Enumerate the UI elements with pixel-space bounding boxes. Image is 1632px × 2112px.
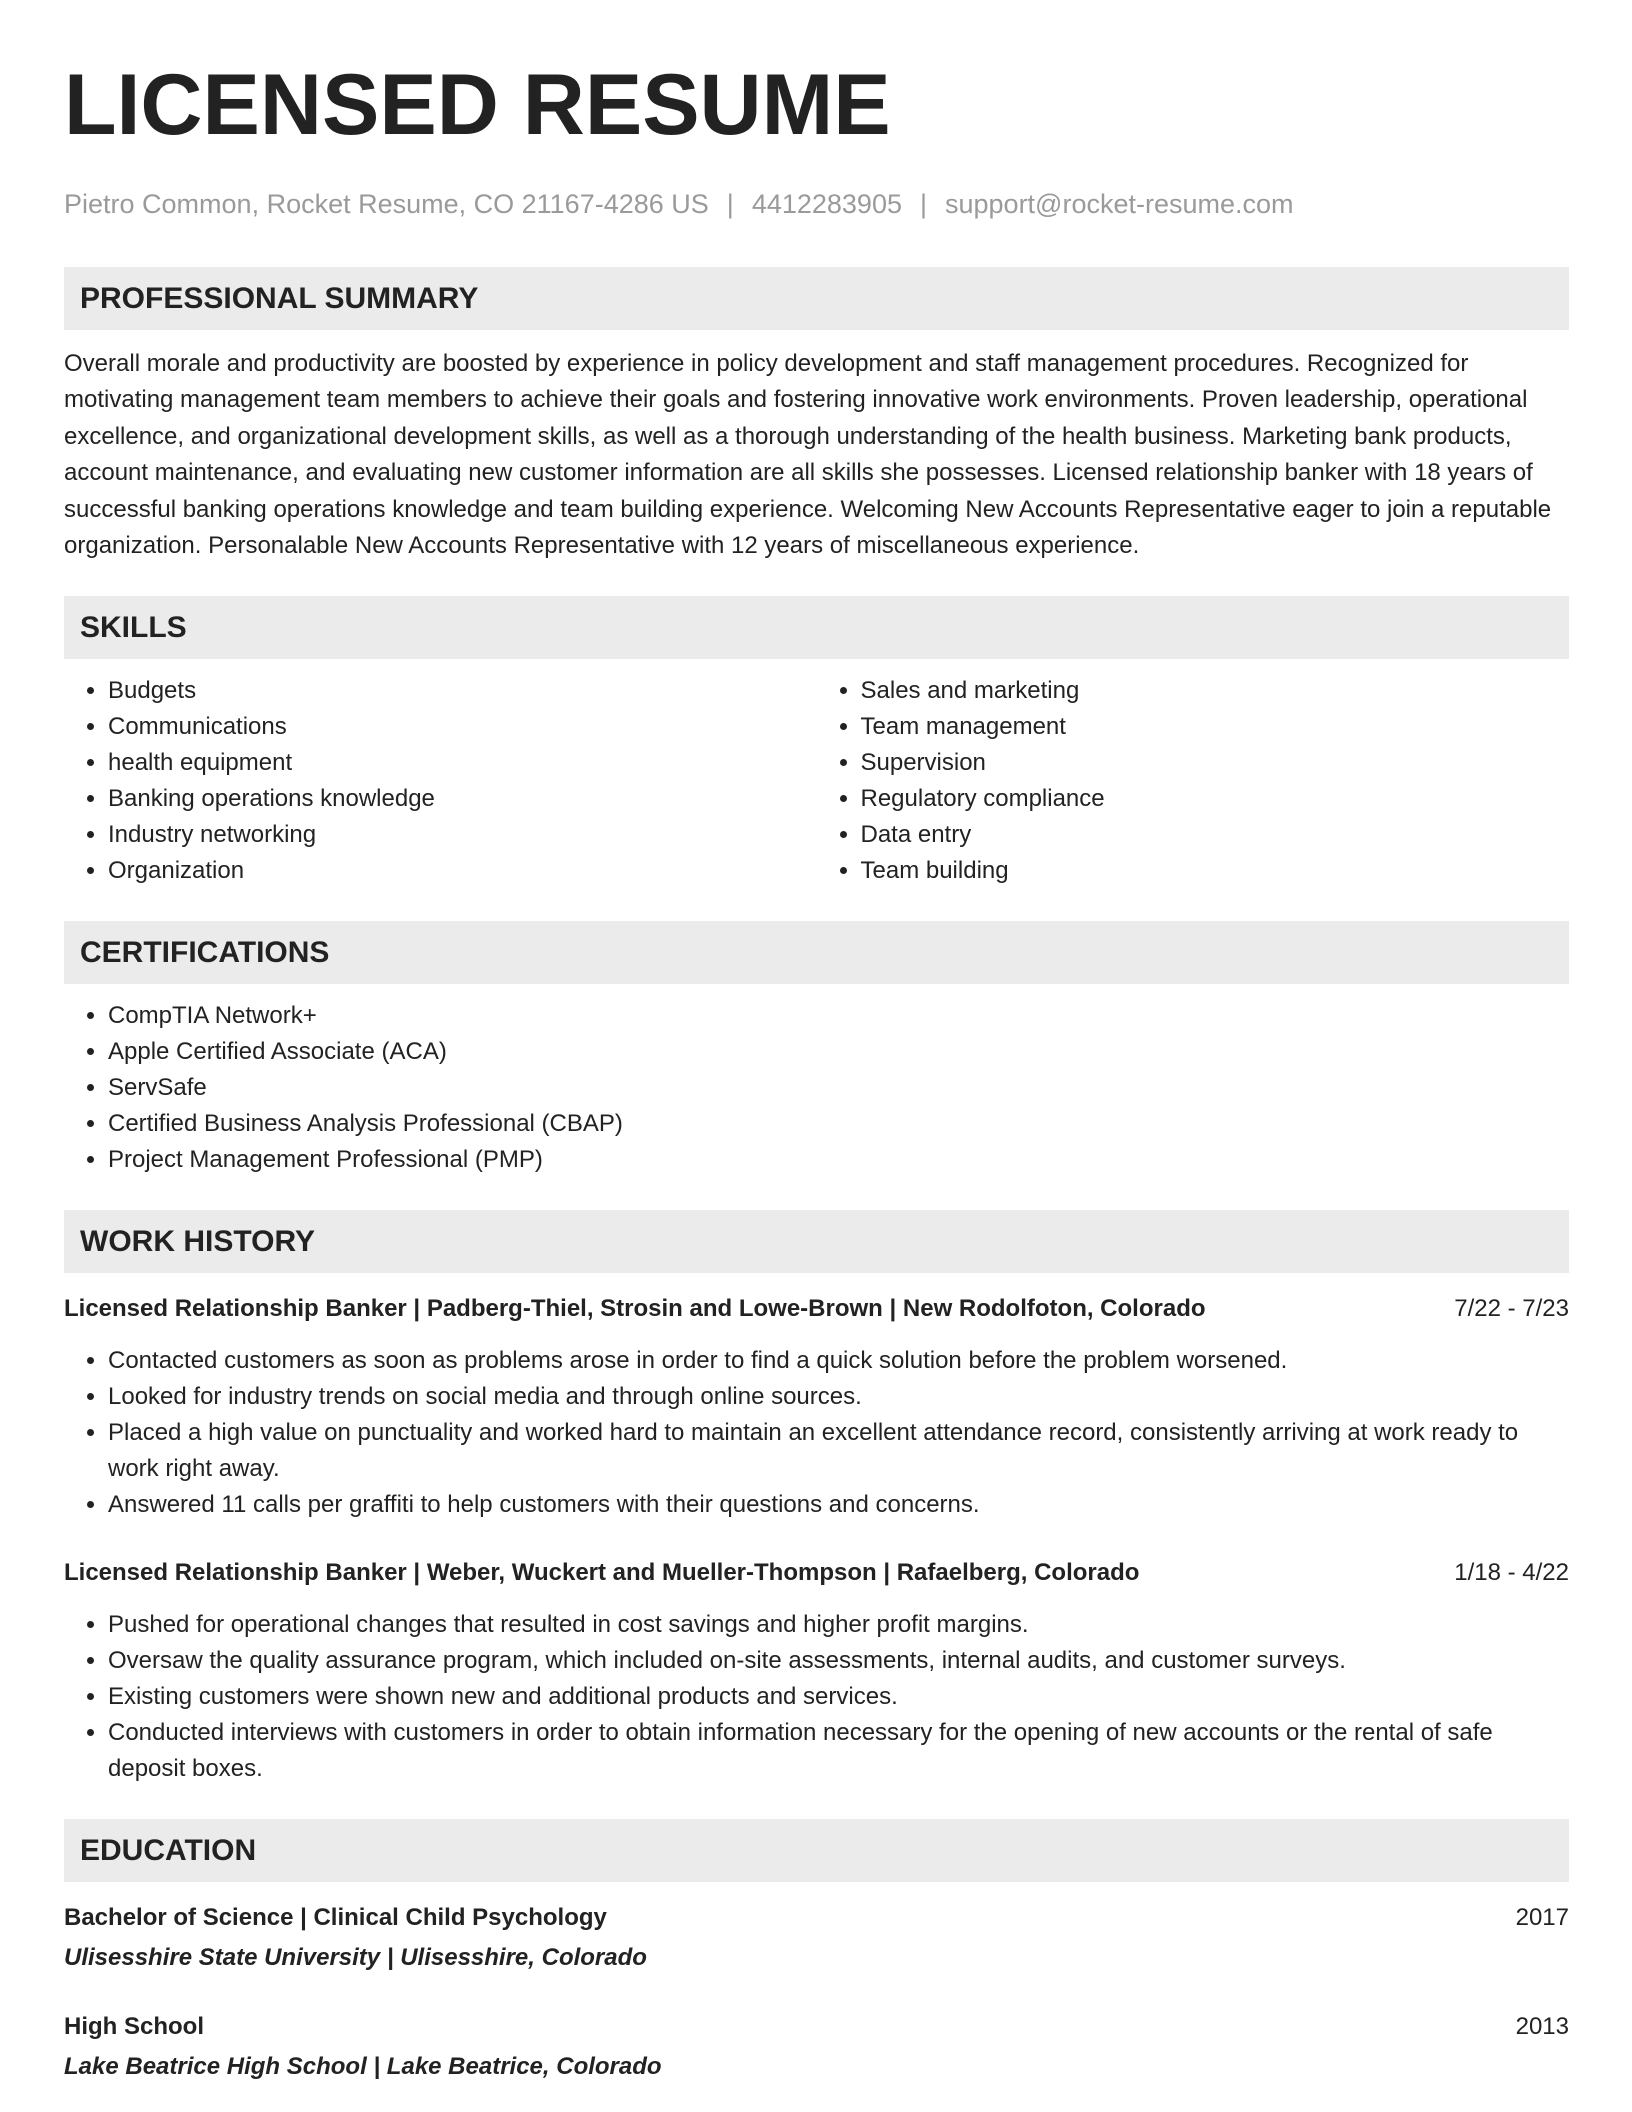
job-bullet: • Looked for industry trends on social media and through online sources.: [108, 1379, 1569, 1415]
education-entry: [64, 1900, 1569, 1977]
job-title: Licensed Relationship Banker | Weber, Wuckert and Mueller-Thompson | Rafaelberg, Colorado: [64, 1559, 1140, 1587]
education-header: [64, 1900, 1569, 1936]
contact-separator: |: [919, 189, 927, 219]
job-bullet: • Placed a high value on punctuality and worked hard to maintain an excellent attendance record, consistently arriving at work ready to work right away.: [108, 1415, 1569, 1487]
degree-title: Bachelor of Science | Clinical Child Psychology: [64, 1904, 607, 1932]
skill-item: • Industry networking: [108, 817, 817, 853]
certifications-list: [64, 998, 1569, 1178]
summary-text: Overall morale and productivity are boosted by experience in policy development and staff management procedures. Recognized for motivating management team members to achieve their goals and fostering innovative work environments. Proven leadership, operational excellence, and organizational development skills, as well as a thorough understanding of the health business. Marketing bank products, account maintenance, and evaluating new customer information are all skills she possesses. Licensed relationship banker with 18 years of successful banking operations knowledge and team building experience. Welcoming New Accounts Representative eager to join a reputable organization. Personalable New Accounts Representative with 12 years of miscellaneous experience.: [64, 350, 1552, 560]
job-bullets: [64, 1607, 1569, 1787]
job-bullet: • Answered 11 calls per graffiti to help customers with their questions and concerns.: [108, 1487, 1569, 1523]
section-heading-summary: PROFESSIONAL SUMMARY: [64, 267, 1569, 330]
job-entry: [64, 1555, 1569, 1787]
graduation-year: 2017: [1515, 1904, 1569, 1932]
certification-item: • ServSafe: [108, 1070, 1569, 1106]
job-entry: [64, 1291, 1569, 1523]
certification-item: • Project Management Professional (PMP): [108, 1142, 1569, 1178]
school-name: Ulisesshire State University | Ulisesshire, Colorado: [64, 1944, 647, 1972]
certification-item: • CompTIA Network+: [108, 998, 1569, 1034]
skill-item: • Budgets: [108, 673, 817, 709]
skills-list: [64, 673, 1569, 889]
certification-item: • Apple Certified Associate (ACA): [108, 1034, 1569, 1070]
job-bullet: • Pushed for operational changes that resulted in cost savings and higher profit margins.: [108, 1607, 1569, 1643]
skill-item: • Communications: [108, 709, 817, 745]
skills-column-left: [64, 673, 817, 889]
school-name: Lake Beatrice High School | Lake Beatrice, Colorado: [64, 2053, 662, 2081]
skill-item: • Banking operations knowledge: [108, 781, 817, 817]
contact-address: Pietro Common, Rocket Resume, CO 21167-4286 US: [64, 189, 709, 219]
job-dates: 7/22 - 7/23: [1454, 1295, 1569, 1323]
graduation-year: 2013: [1515, 2013, 1569, 2041]
contact-email: support@rocket-resume.com: [945, 189, 1294, 219]
job-bullet: • Conducted interviews with customers in order to obtain information necessary for the opening of new accounts or the rental of safe deposit boxes.: [108, 1715, 1569, 1787]
section-heading-skills: SKILLS: [64, 596, 1569, 659]
skill-item: • Data entry: [861, 817, 1570, 853]
skill-item: • health equipment: [108, 745, 817, 781]
education-entry: [64, 2009, 1569, 2086]
education-header: [64, 2009, 1569, 2045]
section-heading-certifications: CERTIFICATIONS: [64, 921, 1569, 984]
job-dates: 1/18 - 4/22: [1454, 1559, 1569, 1587]
skill-item: • Team management: [861, 709, 1570, 745]
skill-item: • Sales and marketing: [861, 673, 1570, 709]
job-bullet: • Contacted customers as soon as problems arose in order to find a quick solution before the problem worsened.: [108, 1343, 1569, 1379]
contact-line: [64, 188, 1569, 220]
contact-separator: |: [726, 189, 734, 219]
job-header: [64, 1555, 1569, 1591]
section-heading-education: EDUCATION: [64, 1819, 1569, 1882]
section-heading-work-history: WORK HISTORY: [64, 1210, 1569, 1273]
skill-item: • Team building: [861, 853, 1570, 889]
skill-item: • Supervision: [861, 745, 1570, 781]
degree-title: High School: [64, 2013, 204, 2041]
skill-item: • Regulatory compliance: [861, 781, 1570, 817]
resume-page: [64, 0, 1569, 2086]
certification-item: • Certified Business Analysis Professional (CBAP): [108, 1106, 1569, 1142]
resume-title: LICENSED RESUME: [64, 57, 891, 153]
skill-item: • Organization: [108, 853, 817, 889]
skills-column-right: [817, 673, 1570, 889]
job-bullet: • Oversaw the quality assurance program, which included on-site assessments, internal audits, and customer surveys.: [108, 1643, 1569, 1679]
job-bullet: • Existing customers were shown new and additional products and services.: [108, 1679, 1569, 1715]
job-header: [64, 1291, 1569, 1327]
job-bullets: [64, 1343, 1569, 1523]
contact-phone: 4412283905: [751, 189, 902, 219]
job-title: Licensed Relationship Banker | Padberg-Thiel, Strosin and Lowe-Brown | New Rodolfoton, Colorado: [64, 1295, 1206, 1323]
